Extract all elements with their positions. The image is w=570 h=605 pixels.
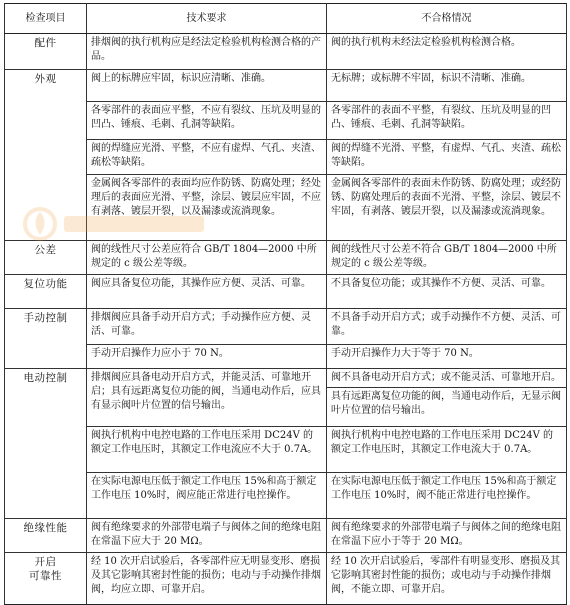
requirement-cell: 排烟阀的执行机构应是经法定检验机构检测合格的产品。 (87, 34, 327, 70)
row-item-manual-control: 手动控制 (5, 309, 87, 369)
failure-cell: 不具备复位功能；或其操作不方便、灵活、可靠。 (327, 275, 567, 309)
table-row (5, 553, 567, 605)
failure-cell: 手动开启操作力大于等于 70 N。 (327, 345, 567, 369)
requirement-cell: 阀上的标牌应牢固，标识应清晰、准确。 (87, 70, 327, 102)
table-row (5, 175, 567, 241)
table-row (5, 102, 567, 140)
requirement-cell: 排烟阀应具备电动开启方式，并能灵活、可靠地开启；具有远距离复位功能的阀，当通电动作后，应具有显示阀叶片位置的信号输出。 (87, 369, 327, 427)
table-row (5, 309, 567, 345)
row-item-insulation: 绝缘性能 (5, 519, 87, 553)
inspection-table (4, 3, 567, 605)
row-item-fittings: 配件 (5, 34, 87, 70)
failure-cell: 无标牌；或标牌不牢固，标识不清晰、准确。 (327, 70, 567, 102)
failure-cell: 金属阀各零部件的表面未作防锈、防腐处理；或经防锈、防腐处理后的表面不光滑、平整，涂层、镀层不牢固，有剥落、镀层开裂，以及漏漆或流淌现象。 (327, 175, 567, 241)
row-item-tolerance: 公差 (5, 241, 87, 275)
header-item: 检查项目 (5, 4, 87, 34)
requirement-cell: 阀有绝缘要求的外部带电端子与阀体之间的绝缘电阻在常温下应大于 20 MΩ。 (87, 519, 327, 553)
failure-cell (327, 369, 567, 427)
row-item-opening-reliability: 开启 可靠性 (5, 553, 87, 605)
header-requirement: 技术要求 (87, 4, 327, 34)
requirement-cell: 阀的焊缝应光滑、平整，不应有虚焊、气孔、夹渣、疏松等缺陷。 (87, 140, 327, 175)
requirement-cell: 经 10 次开启试验后，各零部件应无明显变形、磨损及其它影响其密封性能的损伤；电动与手动操作排烟阀，均应立即、可靠开启。 (87, 553, 327, 605)
table-row (5, 241, 567, 275)
requirement-cell: 排烟阀应具备手动开启方式；手动操作应方便、灵活、可靠。 (87, 309, 327, 345)
failure-cell: 各零部件的表面不平整，有裂纹、压坑及明显的凹凸、锤痕、毛刺、孔洞等缺陷。 (327, 102, 567, 140)
requirement-cell: 阀的线性尺寸公差应符合 GB/T 1804—2000 中所规定的 c 级公差等级。 (87, 241, 327, 275)
requirement-cell: 在实际电源电压低于额定工作电压 15%和高于额定工作电压 10%时，阀应能正常进行电控操作。 (87, 473, 327, 519)
requirement-cell: 手动开启操作力应小于 70 N。 (87, 345, 327, 369)
table-row (5, 427, 567, 473)
row-item-appearance: 外观 (5, 70, 87, 241)
table-row (5, 345, 567, 369)
failure-subcell: 阀不具备电动开启方式；或不能灵活、可靠地开启。 (327, 369, 566, 388)
table-row (5, 34, 567, 70)
failure-cell: 在实际电源电压低于额定工作电压 15%和高于额定工作电压 10%时，阀不能正常进行电控操作。 (327, 473, 567, 519)
failure-cell: 阀有绝缘要求的外部带电端子与阀体之间的绝缘电阻在常温下应小于等于 20 MΩ。 (327, 519, 567, 553)
table-row (5, 519, 567, 553)
table-row (5, 473, 567, 519)
failure-cell: 不具备手动开启方式；或手动操作不方便、灵活、可靠。 (327, 309, 567, 345)
failure-cell: 阀的执行机构未经法定检验机构检测合格。 (327, 34, 567, 70)
failure-cell: 阀的线性尺寸公差不符合 GB/T 1804—2000 中所规定的 c 级公差等级。 (327, 241, 567, 275)
failure-cell: 经 10 次开启试验后，零部件有明显变形、磨损及其它影响其密封性能的损伤；或电动与手动操作排烟阀，不能立即、可靠开启。 (327, 553, 567, 605)
table-row (5, 275, 567, 309)
header-failure: 不合格情况 (327, 4, 567, 34)
row-item-electric-control: 电动控制 (5, 369, 87, 519)
table-row (5, 70, 567, 102)
row-item-reset: 复位功能 (5, 275, 87, 309)
failure-cell: 阀执行机构中电控电路的工作电压采用 DC24V 的额定工作电压时，其额定工作电流大于 0.7A。 (327, 427, 567, 473)
failure-subcell: 具有远距离复位功能的阀，当通电动作后，无显示阀叶片位置的信号输出。 (331, 391, 561, 416)
requirement-cell: 阀执行机构中电控电路的工作电压采用 DC24V 的额定工作电压时，其额定工作电流应不大于 0.7A。 (87, 427, 327, 473)
requirement-cell: 各零部件的表面应平整，不应有裂纹、压坑及明显的凹凸、锤痕、毛刺、孔洞等缺陷。 (87, 102, 327, 140)
requirement-cell: 金属阀各零部件的表面均应作防锈、防腐处理；经处理后的表面应光滑、平整，涂层、镀层应牢固，不应有剥落、镀层开裂，以及漏漆或流淌现象。 (87, 175, 327, 241)
table-row (5, 140, 567, 175)
table-row (5, 369, 567, 427)
requirement-cell: 阀应具备复位功能，其操作应方便、灵活、可靠。 (87, 275, 327, 309)
table-header-row (5, 4, 567, 34)
failure-cell: 阀的焊缝不光滑、平整，有虚焊、气孔、夹渣、疏松等缺陷。 (327, 140, 567, 175)
